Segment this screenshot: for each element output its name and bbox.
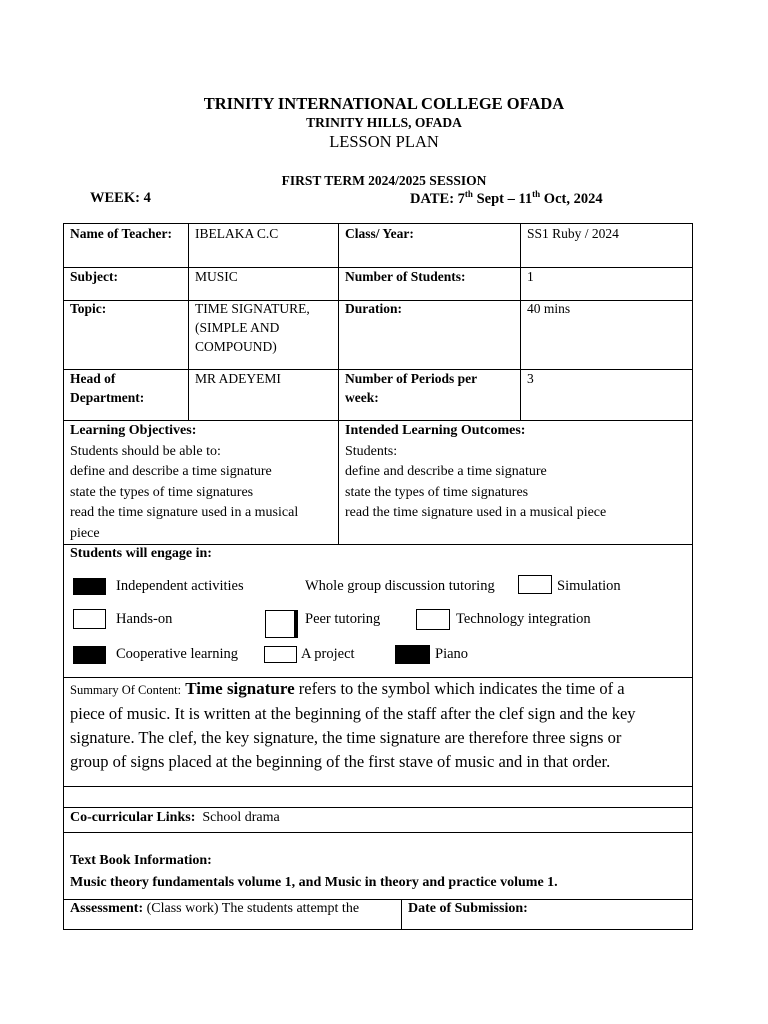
summary-line: signature. The clef, the key signature, the time signature are therefore three signs or: [70, 728, 622, 747]
textbook-value: Music theory fundamentals volume 1, and Music in theory and practice volume 1.: [70, 875, 558, 890]
learning-objectives: [70, 421, 335, 544]
date-prefix: DATE: 7: [410, 190, 465, 207]
whole-group-label: Whole group discussion tutoring: [305, 578, 495, 594]
objective-item: state the types of time signatures: [70, 484, 254, 500]
cocurricular-links: [70, 808, 280, 827]
periods-value: 3: [527, 371, 534, 386]
date-middle: Sept – 11: [472, 190, 533, 207]
learning-outcomes: [345, 421, 685, 524]
teacher-label: Name of Teacher:: [70, 226, 172, 241]
piano-checkbox[interactable]: [395, 645, 430, 664]
date-label: [410, 189, 603, 208]
hod-value: MR ADEYEMI: [195, 371, 281, 386]
objective-item: read the time signature used in a musical: [70, 505, 299, 520]
assessment: [70, 899, 359, 918]
column-divider: [338, 223, 339, 544]
topic-line: TIME SIGNATURE,: [195, 301, 310, 316]
outcome-item: state the types of time signatures: [345, 484, 529, 500]
row-divider: [63, 786, 693, 787]
piano-label: Piano: [435, 646, 469, 662]
date-ordinal-2: th: [532, 189, 541, 199]
summary-line: group of signs placed at the beginning of the first stave of music and in that order.: [70, 752, 611, 771]
textbook-label: Text Book Information:: [70, 853, 212, 868]
submission-date-label: Date of Submission:: [408, 901, 528, 916]
students-value: 1: [527, 269, 534, 284]
assessment-value: (Class work) The students attempt the: [143, 901, 360, 916]
technology-integration-checkbox[interactable]: [416, 609, 450, 630]
students-label: Number of Students:: [345, 269, 466, 284]
summary-line: piece of music. It is written at the beginning of the staff after the clef sign and the key: [70, 704, 636, 723]
peer-tutoring-checkbox[interactable]: [265, 610, 298, 638]
hod-label-line: Department:: [70, 390, 145, 405]
column-divider: [401, 899, 402, 930]
summary-lead: Summary Of Content:: [70, 683, 182, 697]
simulation-label: Simulation: [557, 578, 621, 594]
hod-label: [70, 369, 144, 407]
objectives-heading: Learning Objectives:: [70, 423, 197, 438]
duration-value: 40 mins: [527, 301, 571, 316]
class-label: Class/ Year:: [345, 226, 414, 241]
school-name: TRINITY INTERNATIONAL COLLEGE OFADA: [203, 94, 565, 113]
project-label: A project: [301, 646, 355, 662]
assessment-label: Assessment:: [70, 901, 144, 916]
document-title: LESSON PLAN: [329, 132, 439, 151]
cooperative-learning-label: Cooperative learning: [116, 646, 238, 662]
topic-label: Topic:: [70, 301, 107, 316]
summary-of-content: [70, 677, 680, 774]
cooperative-learning-checkbox[interactable]: [73, 646, 106, 664]
independent-activities-checkbox[interactable]: [73, 578, 106, 595]
outcome-item: define and describe a time signature: [345, 464, 547, 479]
periods-label-line: Number of Periods per: [345, 371, 478, 386]
cocurricular-value: School drama: [202, 810, 280, 825]
hands-on-label: Hands-on: [116, 611, 173, 627]
peer-tutoring-label: Peer tutoring: [305, 611, 381, 627]
simulation-checkbox[interactable]: [518, 575, 552, 594]
session-heading: FIRST TERM 2024/2025 SESSION: [281, 173, 487, 188]
subject-label: Subject:: [70, 269, 118, 284]
independent-activities-label: Independent activities: [116, 578, 244, 594]
objectives-intro: Students should be able to:: [70, 443, 221, 459]
subject-value: MUSIC: [195, 269, 238, 284]
topic-line: (SIMPLE AND: [195, 320, 280, 335]
engage-heading: Students will engage in:: [70, 546, 212, 561]
topic-line: COMPOUND): [195, 339, 277, 354]
date-end: Oct, 2024: [540, 190, 603, 207]
outcomes-intro: Students:: [345, 443, 398, 459]
outcomes-heading: Intended Learning Outcomes:: [345, 423, 526, 438]
class-value: SS1 Ruby / 2024: [527, 226, 619, 241]
hod-label-line: Head of: [70, 371, 116, 386]
school-address: TRINITY HILLS, OFADA: [306, 115, 462, 130]
summary-line: [70, 677, 680, 702]
summary-text: refers to the symbol which indicates the time of a: [294, 679, 625, 698]
hands-on-checkbox[interactable]: [73, 609, 106, 629]
summary-term: Time signature: [185, 679, 295, 698]
objective-item: define and describe a time signature: [70, 464, 272, 479]
objective-item: piece: [70, 525, 100, 541]
week-label: WEEK: 4: [90, 190, 151, 206]
row-divider: [63, 832, 693, 833]
periods-label: [345, 369, 477, 407]
column-divider: [188, 223, 189, 420]
outcome-item: read the time signature used in a musical piece: [345, 505, 607, 520]
technology-integration-label: Technology integration: [456, 611, 591, 627]
column-divider: [520, 223, 521, 420]
periods-label-line: week:: [345, 390, 379, 405]
date-ordinal-1: th: [464, 189, 473, 199]
duration-label: Duration:: [345, 301, 402, 316]
teacher-value: IBELAKA C.C: [195, 226, 279, 241]
topic-value: [195, 299, 310, 356]
cocurricular-label: Co-curricular Links:: [70, 810, 196, 825]
project-checkbox[interactable]: [264, 646, 297, 663]
